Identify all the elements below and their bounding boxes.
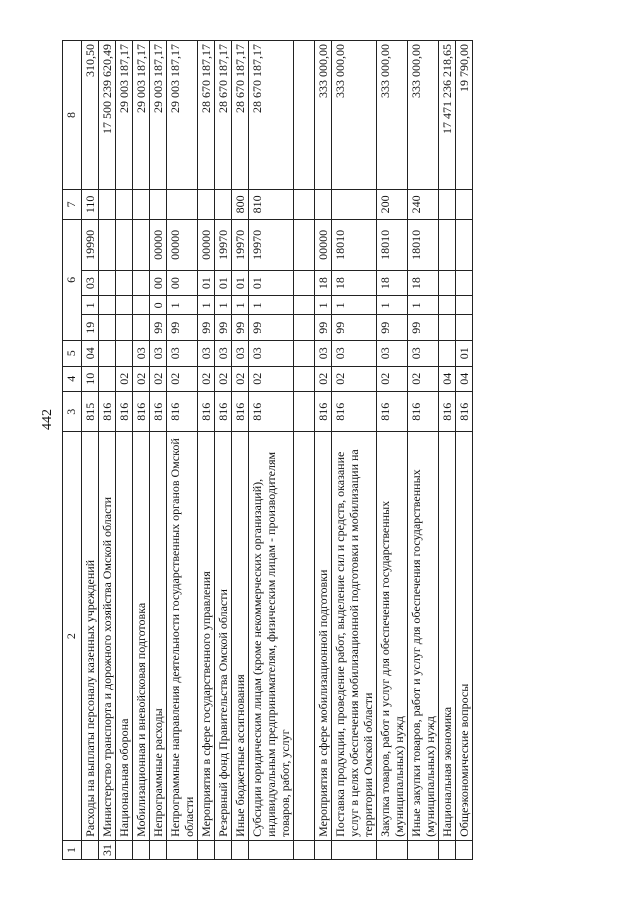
row-number-cell — [215, 840, 232, 859]
section-code-cell: 02 — [377, 366, 408, 392]
grbs-code-cell: 816 — [439, 392, 456, 432]
target-article-direction-cell: 18010 — [408, 219, 439, 270]
amount-cell: 29 003 187,17 — [150, 41, 167, 190]
table-row — [294, 41, 315, 860]
target-article-direction-cell: 00000 — [150, 219, 167, 270]
page-number: 442 — [40, 409, 55, 430]
target-article-subprogram-cell: 1 — [377, 296, 408, 315]
target-article-program-cell — [294, 315, 315, 341]
grbs-code-cell: 816 — [315, 392, 332, 432]
grbs-code-cell — [294, 392, 315, 432]
amount-cell: 333 000,00 — [332, 41, 377, 190]
expense-type-cell: 110 — [82, 190, 99, 220]
target-article-direction-cell: 00000 — [167, 219, 198, 270]
target-article-event-cell: 01 — [215, 270, 232, 296]
row-name-cell: Резервный фонд Правительства Омской области — [215, 432, 232, 840]
row-number-cell — [439, 840, 456, 859]
column-header: 4 — [63, 366, 82, 392]
target-article-subprogram-cell: 1 — [249, 296, 294, 315]
grbs-code-cell: 816 — [232, 392, 249, 432]
target-article-program-cell: 19 — [82, 315, 99, 341]
row-name-cell: Закупка товаров, работ и услуг для обеспечения государственных (муниципальных) нужд — [377, 432, 408, 840]
target-article-subprogram-cell: 1 — [215, 296, 232, 315]
section-code-cell: 02 — [150, 366, 167, 392]
row-name-cell: Мероприятия в сфере мобилизационной подготовки — [315, 432, 332, 840]
target-article-subprogram-cell: 1 — [167, 296, 198, 315]
section-code-cell: 02 — [215, 366, 232, 392]
expense-type-cell — [99, 190, 116, 220]
subsection-code-cell: 03 — [249, 341, 294, 367]
row-name-cell: Иные бюджетные ассигнования — [232, 432, 249, 840]
section-code-cell: 10 — [82, 366, 99, 392]
row-number-cell — [116, 840, 133, 859]
table-row — [332, 41, 377, 860]
grbs-code-cell: 816 — [116, 392, 133, 432]
section-code-cell: 02 — [232, 366, 249, 392]
expense-type-cell — [198, 190, 215, 220]
grbs-code-cell: 816 — [198, 392, 215, 432]
target-article-direction-cell: 00000 — [198, 219, 215, 270]
grbs-code-cell: 816 — [167, 392, 198, 432]
subsection-code-cell — [99, 341, 116, 367]
section-code-cell: 02 — [116, 366, 133, 392]
target-article-subprogram-cell — [99, 296, 116, 315]
amount-cell: 333 000,00 — [315, 41, 332, 190]
target-article-subprogram-cell — [116, 296, 133, 315]
subsection-code-cell: 03 — [198, 341, 215, 367]
expense-type-cell: 810 — [249, 190, 294, 220]
grbs-code-cell: 816 — [408, 392, 439, 432]
subsection-code-cell: 03 — [150, 341, 167, 367]
target-article-event-cell — [133, 270, 150, 296]
target-article-event-cell: 01 — [198, 270, 215, 296]
target-article-program-cell — [456, 315, 473, 341]
grbs-code-cell: 816 — [456, 392, 473, 432]
expense-type-cell — [133, 190, 150, 220]
target-article-program-cell: 99 — [150, 315, 167, 341]
subsection-code-cell: 03 — [408, 341, 439, 367]
subsection-code-cell: 03 — [215, 341, 232, 367]
amount-cell: 28 670 187,17 — [249, 41, 294, 190]
subsection-code-cell: 04 — [82, 341, 99, 367]
table-row — [198, 41, 215, 860]
target-article-direction-cell: 00000 — [315, 219, 332, 270]
row-number-cell — [456, 840, 473, 859]
subsection-code-cell — [116, 341, 133, 367]
row-number-cell — [232, 840, 249, 859]
target-article-direction-cell — [99, 219, 116, 270]
rotated-page — [62, 40, 582, 860]
subsection-code-cell: 03 — [232, 341, 249, 367]
column-header: 6 — [63, 219, 82, 340]
grbs-code-cell: 816 — [133, 392, 150, 432]
table-row — [232, 41, 249, 860]
target-article-direction-cell: 18010 — [332, 219, 377, 270]
target-article-event-cell — [294, 270, 315, 296]
row-number-cell — [408, 840, 439, 859]
amount-cell: 29 003 187,17 — [116, 41, 133, 190]
expense-type-cell: 800 — [232, 190, 249, 220]
grbs-code-cell: 816 — [332, 392, 377, 432]
target-article-direction-cell: 19970 — [215, 219, 232, 270]
section-code-cell: 02 — [408, 366, 439, 392]
target-article-direction-cell — [456, 219, 473, 270]
table-row — [456, 41, 473, 860]
target-article-event-cell — [456, 270, 473, 296]
target-article-subprogram-cell: 1 — [198, 296, 215, 315]
table-row — [408, 41, 439, 860]
table-row — [99, 41, 116, 860]
column-header: 7 — [63, 190, 82, 220]
target-article-subprogram-cell — [456, 296, 473, 315]
target-article-subprogram-cell — [294, 296, 315, 315]
row-name-cell: Министерство транспорта и дорожного хозяйства Омской области — [99, 432, 116, 840]
target-article-event-cell: 01 — [249, 270, 294, 296]
subsection-code-cell: 03 — [377, 341, 408, 367]
target-article-event-cell: 18 — [377, 270, 408, 296]
grbs-code-cell: 816 — [377, 392, 408, 432]
subsection-code-cell: 01 — [456, 341, 473, 367]
expense-type-cell — [439, 190, 456, 220]
expense-type-cell — [332, 190, 377, 220]
table-row — [315, 41, 332, 860]
expense-type-cell — [215, 190, 232, 220]
target-article-event-cell: 18 — [408, 270, 439, 296]
target-article-subprogram-cell — [439, 296, 456, 315]
target-article-program-cell: 99 — [198, 315, 215, 341]
target-article-direction-cell: 18010 — [377, 219, 408, 270]
subsection-code-cell: 03 — [315, 341, 332, 367]
target-article-direction-cell — [439, 219, 456, 270]
table-row — [249, 41, 294, 860]
section-code-cell: 02 — [167, 366, 198, 392]
table-row — [133, 41, 150, 860]
table-row — [116, 41, 133, 860]
target-article-event-cell: 00 — [150, 270, 167, 296]
row-name-cell: Поставка продукции, проведение работ, выделение сил и средств, оказание услуг в целях обеспечения мобилизационной подготовки и мобилизации на территории Омской области — [332, 432, 377, 840]
target-article-event-cell: 03 — [82, 270, 99, 296]
target-article-subprogram-cell: 1 — [408, 296, 439, 315]
expense-type-cell: 240 — [408, 190, 439, 220]
column-header: 1 — [63, 840, 82, 859]
table-row — [215, 41, 232, 860]
amount-cell — [294, 41, 315, 190]
target-article-subprogram-cell: 1 — [332, 296, 377, 315]
expense-type-cell — [150, 190, 167, 220]
target-article-program-cell: 99 — [377, 315, 408, 341]
target-article-subprogram-cell: 1 — [315, 296, 332, 315]
section-code-cell: 02 — [315, 366, 332, 392]
subsection-code-cell: 03 — [332, 341, 377, 367]
section-code-cell — [294, 366, 315, 392]
section-code-cell: 02 — [133, 366, 150, 392]
target-article-event-cell: 18 — [315, 270, 332, 296]
target-article-program-cell: 99 — [167, 315, 198, 341]
subsection-code-cell — [439, 341, 456, 367]
target-article-subprogram-cell — [133, 296, 150, 315]
subsection-code-cell: 03 — [167, 341, 198, 367]
expense-type-cell — [116, 190, 133, 220]
row-name-cell: Иные закупки товаров, работ и услуг для обеспечения государственных (муниципальных) нужд — [408, 432, 439, 840]
target-article-event-cell — [99, 270, 116, 296]
section-code-cell: 04 — [456, 366, 473, 392]
grbs-code-cell: 816 — [99, 392, 116, 432]
amount-cell: 28 670 187,17 — [198, 41, 215, 190]
row-name-cell: Национальная экономика — [439, 432, 456, 840]
row-name-cell: Мобилизационная и вневойсковая подготовка — [133, 432, 150, 840]
table-row — [82, 41, 99, 860]
amount-cell: 333 000,00 — [408, 41, 439, 190]
section-code-cell — [99, 366, 116, 392]
row-name-cell: Общеэкономические вопросы — [456, 432, 473, 840]
row-number-cell — [133, 840, 150, 859]
amount-cell: 29 003 187,17 — [133, 41, 150, 190]
target-article-program-cell: 99 — [232, 315, 249, 341]
row-number-cell — [249, 840, 294, 859]
amount-cell: 19 790,00 — [456, 41, 473, 190]
target-article-subprogram-cell: 1 — [82, 296, 99, 315]
row-name-cell: Непрограммные направления деятельности государственных органов Омской области — [167, 432, 198, 840]
row-number-cell — [150, 840, 167, 859]
row-name-cell: Расходы на выплаты персоналу казенных учреждений — [82, 432, 99, 840]
expense-type-cell — [167, 190, 198, 220]
target-article-event-cell: 18 — [332, 270, 377, 296]
target-article-event-cell — [116, 270, 133, 296]
table-row — [377, 41, 408, 860]
row-number-cell — [198, 840, 215, 859]
target-article-event-cell: 00 — [167, 270, 198, 296]
section-code-cell: 02 — [332, 366, 377, 392]
row-name-cell: Мероприятия в сфере государственного управления — [198, 432, 215, 840]
expense-type-cell — [294, 190, 315, 220]
section-code-cell: 02 — [198, 366, 215, 392]
target-article-direction-cell: 19990 — [82, 219, 99, 270]
target-article-event-cell — [439, 270, 456, 296]
target-article-program-cell: 99 — [215, 315, 232, 341]
row-number-cell — [332, 840, 377, 859]
subsection-code-cell — [294, 341, 315, 367]
target-article-program-cell: 99 — [332, 315, 377, 341]
target-article-program-cell — [116, 315, 133, 341]
target-article-direction-cell — [294, 219, 315, 270]
row-number-cell — [377, 840, 408, 859]
header-row — [63, 41, 82, 860]
grbs-code-cell: 816 — [249, 392, 294, 432]
table-row — [439, 41, 456, 860]
grbs-code-cell: 816 — [150, 392, 167, 432]
column-header: 5 — [63, 341, 82, 367]
target-article-subprogram-cell: 0 — [150, 296, 167, 315]
target-article-direction-cell: 19970 — [249, 219, 294, 270]
grbs-code-cell: 816 — [215, 392, 232, 432]
budget-table — [62, 40, 473, 860]
row-number-cell — [167, 840, 198, 859]
table-row — [150, 41, 167, 860]
row-number-cell: 31 — [99, 840, 116, 859]
row-number-cell — [294, 840, 315, 859]
target-article-program-cell: 99 — [249, 315, 294, 341]
section-code-cell: 02 — [249, 366, 294, 392]
target-article-program-cell — [133, 315, 150, 341]
table-body — [63, 41, 473, 860]
subsection-code-cell: 03 — [133, 341, 150, 367]
expense-type-cell: 200 — [377, 190, 408, 220]
column-header: 2 — [63, 432, 82, 840]
target-article-direction-cell — [116, 219, 133, 270]
amount-cell: 17 471 236 218,65 — [439, 41, 456, 190]
expense-type-cell — [315, 190, 332, 220]
target-article-program-cell: 99 — [315, 315, 332, 341]
row-number-cell — [82, 840, 99, 859]
row-number-cell — [315, 840, 332, 859]
row-name-cell: Непрограммные расходы — [150, 432, 167, 840]
amount-cell: 28 670 187,17 — [215, 41, 232, 190]
target-article-subprogram-cell: 1 — [232, 296, 249, 315]
amount-cell: 17 500 239 620,49 — [99, 41, 116, 190]
section-code-cell: 04 — [439, 366, 456, 392]
grbs-code-cell: 815 — [82, 392, 99, 432]
amount-cell: 310,50 — [82, 41, 99, 190]
amount-cell: 29 003 187,17 — [167, 41, 198, 190]
amount-cell: 28 670 187,17 — [232, 41, 249, 190]
target-article-program-cell: 99 — [408, 315, 439, 341]
table-row — [167, 41, 198, 860]
target-article-program-cell — [99, 315, 116, 341]
column-header: 8 — [63, 41, 82, 190]
row-name-cell: Субсидии юридическим лицам (кроме некоммерческих организаций), индивидуальным предпринимателям, физическим лицам - производителям товаров, работ, услуг — [249, 432, 294, 840]
row-name-cell — [294, 432, 315, 840]
target-article-direction-cell — [133, 219, 150, 270]
target-article-program-cell — [439, 315, 456, 341]
amount-cell: 333 000,00 — [377, 41, 408, 190]
target-article-event-cell: 01 — [232, 270, 249, 296]
row-name-cell: Национальная оборона — [116, 432, 133, 840]
expense-type-cell — [456, 190, 473, 220]
target-article-direction-cell: 19970 — [232, 219, 249, 270]
column-header: 3 — [63, 392, 82, 432]
